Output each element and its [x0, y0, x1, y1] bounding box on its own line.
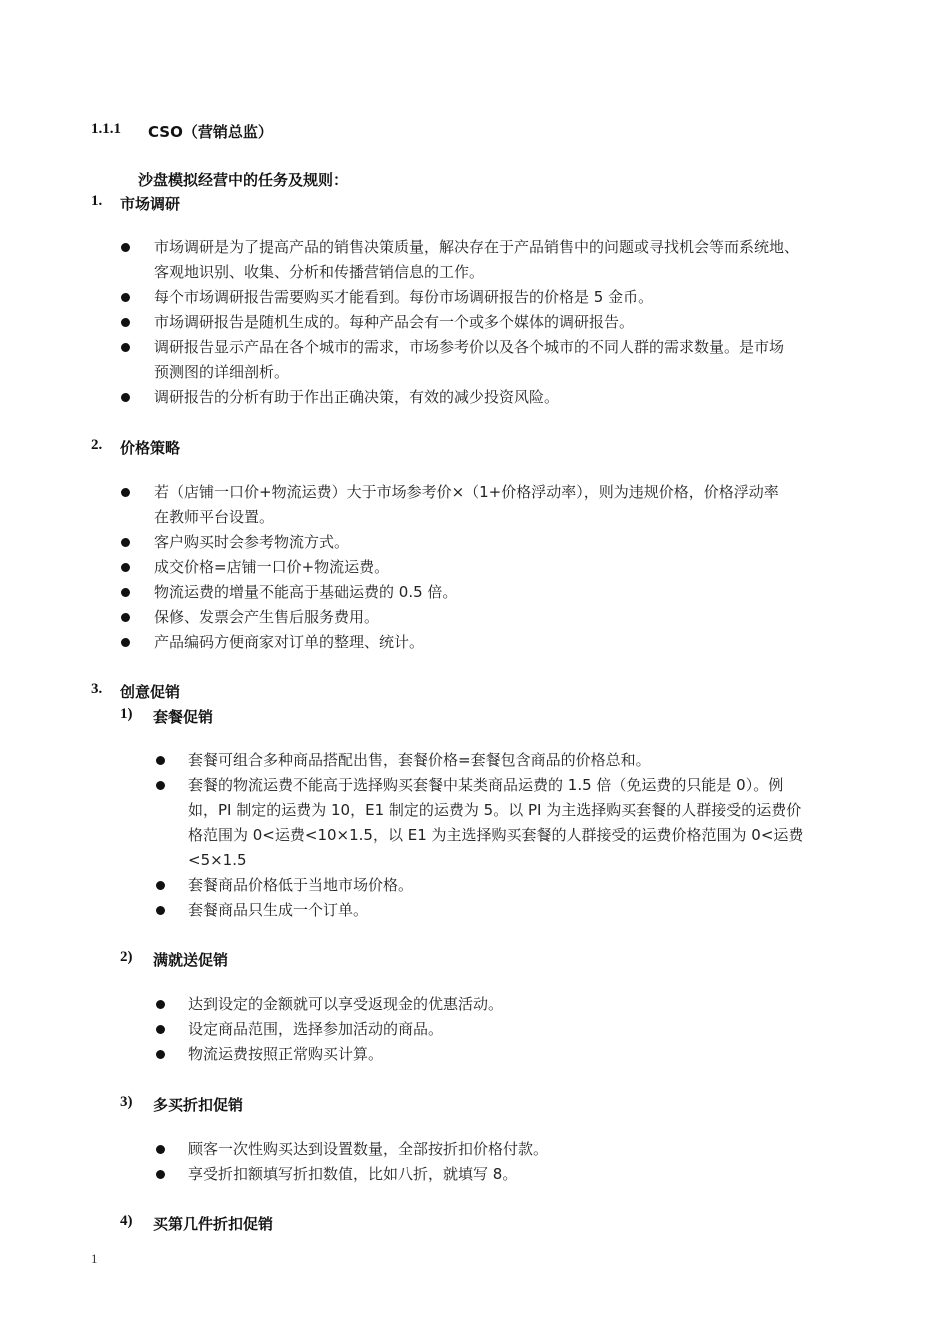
list-item: 保修、发票会产生售后服务费用。 — [154, 608, 380, 626]
list-item: 套餐的物流运费不能高于选择购买套餐中某类商品运费的 1.5 倍（免运费的只能是 0）。例 — [188, 776, 784, 794]
bullet-icon — [121, 488, 130, 497]
list-item: 顾客一次性购买达到设置数量，全部按折扣价格付款。 — [188, 1140, 549, 1158]
list-item-continuation: 如，PI 制定的运费为 10，E1 制定的运费为 5。以 PI 为主选择购买套餐的人群接受的运费价 — [188, 801, 802, 819]
bullet-icon — [121, 538, 130, 547]
bullet-icon — [156, 881, 165, 890]
list-item: 套餐商品只生成一个订单。 — [188, 901, 369, 919]
section-2-number: 2. — [91, 437, 103, 453]
list-item: 套餐商品价格低于当地市场价格。 — [188, 876, 414, 894]
bullet-icon — [121, 588, 130, 597]
list-item: 若（店铺一口价+物流运费）大于市场参考价×（1+价格浮动率），则为违规价格，价格浮动率 — [154, 483, 779, 501]
list-item-continuation: 客观地识别、收集、分析和传播营销信息的工作。 — [154, 263, 485, 281]
list-item-continuation: 预测图的详细剖析。 — [154, 363, 290, 381]
list-item: 调研报告显示产品在各个城市的需求，市场参考价以及各个城市的不同人群的需求数量。是市场 — [154, 338, 785, 356]
bullet-icon — [156, 906, 165, 915]
subsection-2-number: 2) — [120, 949, 133, 965]
list-item: 客户购买时会参考物流方式。 — [154, 533, 350, 551]
list-item: 市场调研是为了提高产品的销售决策质量，解决存在于产品销售中的问题或寻找机会等而系统地、 — [154, 238, 800, 256]
bullet-icon — [156, 756, 165, 765]
list-item: 每个市场调研报告需要购买才能看到。每份市场调研报告的价格是 5 金币。 — [154, 288, 654, 306]
subsection-1-title: 套餐促销 — [153, 708, 214, 726]
bullet-icon — [156, 1170, 165, 1179]
list-item: 享受折扣额填写折扣数值，比如八折，就填写 8。 — [188, 1165, 518, 1183]
list-item-continuation: 在教师平台设置。 — [154, 508, 275, 526]
bullet-icon — [121, 343, 130, 352]
subsection-4-title: 买第几件折扣促销 — [153, 1215, 274, 1233]
list-item: 物流运费的增量不能高于基础运费的 0.5 倍。 — [154, 583, 458, 601]
subsection-4-number: 4) — [120, 1213, 133, 1229]
list-item: 成交价格=店铺一口价+物流运费。 — [154, 558, 390, 576]
list-item: 调研报告的分析有助于作出正确决策，有效的减少投资风险。 — [154, 388, 560, 406]
bullet-icon — [121, 293, 130, 302]
list-item-continuation: 格范围为 0<运费<10×1.5，以 E1 为主选择购买套餐的人群接受的运费价格范围为 0<运费 — [188, 826, 804, 844]
section-1-title: 市场调研 — [120, 195, 181, 213]
bullet-icon — [156, 1050, 165, 1059]
bullet-icon — [156, 1145, 165, 1154]
bullet-icon — [121, 613, 130, 622]
list-item: 物流运费按照正常购买计算。 — [188, 1045, 384, 1063]
subsection-3-number: 3) — [120, 1094, 133, 1110]
section-1-number: 1. — [91, 193, 103, 209]
bullet-icon — [156, 1000, 165, 1009]
intro-text: 沙盘模拟经营中的任务及规则： — [138, 171, 349, 189]
bullet-icon — [156, 1025, 165, 1034]
bullet-icon — [156, 781, 165, 790]
bullet-icon — [121, 243, 130, 252]
section-3-number: 3. — [91, 681, 103, 697]
page-number: 1 — [91, 1251, 98, 1266]
subsection-3-title: 多买折扣促销 — [153, 1096, 244, 1114]
heading-number: 1.1.1 — [91, 121, 121, 137]
list-item-continuation: <5×1.5 — [188, 851, 247, 869]
heading-title: CSO（营销总监） — [148, 123, 273, 141]
subsection-1-number: 1) — [120, 706, 133, 722]
bullet-icon — [121, 563, 130, 572]
section-3-title: 创意促销 — [120, 683, 181, 701]
list-item: 设定商品范围，选择参加活动的商品。 — [188, 1020, 444, 1038]
list-item: 产品编码方便商家对订单的整理、统计。 — [154, 633, 425, 651]
list-item: 套餐可组合多种商品搭配出售，套餐价格=套餐包含商品的价格总和。 — [188, 751, 651, 769]
section-2-title: 价格策略 — [120, 439, 181, 457]
bullet-icon — [121, 638, 130, 647]
list-item: 市场调研报告是随机生成的。每种产品会有一个或多个媒体的调研报告。 — [154, 313, 635, 331]
bullet-icon — [121, 318, 130, 327]
subsection-2-title: 满就送促销 — [153, 951, 229, 969]
list-item: 达到设定的金额就可以享受返现金的优惠活动。 — [188, 995, 504, 1013]
bullet-icon — [121, 393, 130, 402]
